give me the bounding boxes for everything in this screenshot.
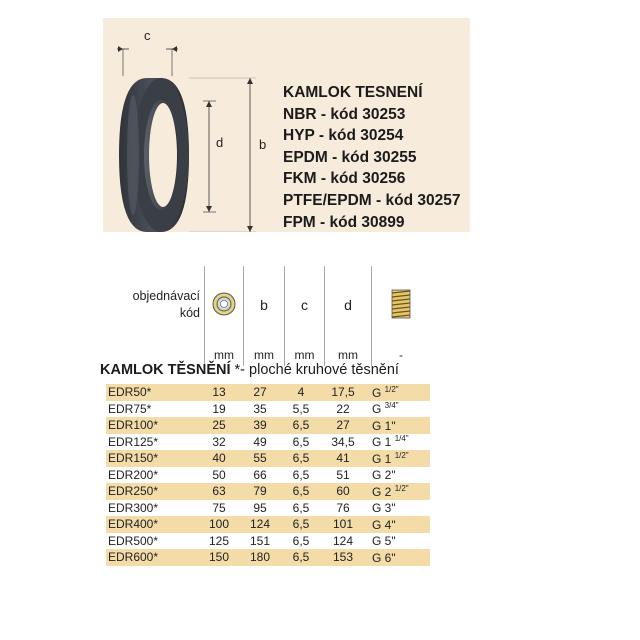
dimension-b-cell: 151	[249, 533, 271, 548]
order-code-cell: EDR75*	[108, 401, 152, 416]
unit-label: mm	[205, 344, 244, 366]
spec-table-body	[106, 384, 430, 566]
column-c-header: c	[285, 266, 325, 344]
order-code-cell: EDR125*	[108, 434, 159, 449]
title-line: NBR - kód 30253	[283, 105, 406, 123]
dimension-c-cell: 6,5	[292, 418, 310, 433]
size-cell: 25	[212, 418, 226, 433]
dimension-d-cell: 124	[332, 533, 354, 548]
title-line: EPDM - kód 30255	[283, 148, 417, 166]
thread-size: G 5"	[372, 534, 396, 549]
thread-size: G 3"	[372, 501, 396, 516]
column-b-header: b	[244, 266, 285, 344]
thread-cell	[366, 549, 430, 566]
size-cell: 75	[212, 500, 226, 515]
section-title-rest: *- ploché kruhové těsnění	[230, 362, 399, 378]
thread-size: G	[372, 402, 385, 417]
title-line: FKM - kód 30256	[283, 170, 406, 188]
thread-cell	[366, 417, 430, 434]
dimension-b-cell: 39	[253, 418, 267, 433]
section-title-bold: KAMLOK TĚSNĚNÍ	[100, 362, 231, 378]
thread-fraction: 1/2"	[384, 384, 399, 394]
order-code-cell: EDR250*	[108, 484, 159, 499]
dimension-d-cell: 60	[336, 484, 350, 499]
dimension-d-cell: 22	[336, 401, 350, 416]
table-row	[106, 500, 430, 517]
dimension-b-cell: 95	[253, 500, 267, 515]
table-row	[106, 450, 430, 467]
thread-cell	[366, 401, 430, 418]
dimension-c-cell: 6,5	[292, 434, 310, 449]
thread-cell	[366, 450, 430, 467]
table-row	[106, 467, 430, 484]
size-cell: 63	[212, 484, 226, 499]
size-cell: 125	[208, 533, 230, 548]
title-line: FPM - kód 30899	[283, 213, 405, 231]
unit-label: mm	[244, 344, 285, 366]
dimension-c-cell: 6,5	[292, 484, 310, 499]
table-row	[106, 483, 430, 500]
dimension-label-c: c	[144, 28, 151, 43]
dimension-d-cell: 34,5	[331, 434, 355, 449]
table-row	[106, 384, 430, 401]
dimension-b-cell: 66	[253, 467, 267, 482]
dimension-b-cell: 55	[253, 451, 267, 466]
order-code-header	[102, 266, 205, 344]
size-cell: 40	[212, 451, 226, 466]
table-row	[106, 549, 430, 566]
dimension-c-cell: 6,5	[292, 550, 310, 565]
dimension-c-cell: 6,5	[292, 500, 310, 515]
thread-icon	[372, 266, 431, 344]
size-cell: 19	[212, 401, 226, 416]
dimension-b-cell: 180	[249, 550, 271, 565]
thread-size: G	[372, 385, 385, 400]
dimension-c-cell: 6,5	[292, 451, 310, 466]
thread-fraction: 3/4"	[384, 401, 399, 411]
thread-fraction: 1/4"	[394, 434, 409, 444]
size-cell: 150	[208, 550, 230, 565]
product-title-block	[283, 82, 460, 233]
dimension-label-b: b	[259, 137, 267, 152]
thread-size: G 1"	[372, 418, 396, 433]
order-code-cell: EDR500*	[108, 533, 159, 548]
thread-cell	[366, 434, 430, 451]
dimension-d-cell: 76	[336, 500, 350, 515]
table-row	[106, 417, 430, 434]
section-title	[100, 362, 399, 378]
size-cell: 13	[212, 385, 226, 400]
thread-cell	[366, 533, 430, 550]
dimension-c-cell: 6,5	[292, 517, 310, 532]
dimension-b-cell: 79	[253, 484, 267, 499]
thread-fraction: 1/2"	[394, 483, 409, 493]
size-cell: 50	[212, 467, 226, 482]
dimension-c-cell: 5,5	[292, 401, 310, 416]
order-code-cell: EDR200*	[108, 467, 159, 482]
table-row	[106, 533, 430, 550]
thread-cell	[366, 500, 430, 517]
size-cell: 100	[208, 517, 230, 532]
dimension-b-cell: 49	[253, 434, 267, 449]
thread-fraction: 1/2"	[394, 450, 409, 460]
title-line: PTFE/EPDM - kód 30257	[283, 191, 461, 209]
dimension-b-cell: 35	[253, 401, 267, 416]
order-code-cell: EDR50*	[108, 385, 152, 400]
seal-ring-icon	[205, 266, 244, 344]
dimension-d-cell: 27	[336, 418, 350, 433]
dimension-d-cell: 41	[336, 451, 350, 466]
size-cell: 32	[212, 434, 226, 449]
dimension-d-cell: 153	[332, 550, 354, 565]
table-row	[106, 516, 430, 533]
order-code-label-line2: kód	[179, 306, 200, 320]
spec-table-header	[102, 266, 430, 366]
unit-label: mm	[285, 344, 325, 366]
dimension-d-cell: 101	[332, 517, 354, 532]
thread-cell	[366, 516, 430, 533]
thread-cell	[366, 384, 430, 401]
table-row	[106, 401, 430, 418]
dimension-c-cell: 6,5	[292, 533, 310, 548]
dimension-b-cell: 124	[249, 517, 271, 532]
dimension-c-cell: 4	[297, 385, 305, 400]
dimension-c-cell: 6,5	[292, 467, 310, 482]
order-code-label-line1: objednávací	[132, 289, 200, 303]
column-d-header: d	[325, 266, 372, 344]
order-code-cell: EDR300*	[108, 500, 159, 515]
title-line: HYP - kód 30254	[283, 127, 404, 145]
order-code-cell: EDR400*	[108, 517, 159, 532]
thread-cell	[366, 483, 430, 500]
thread-size: G 2"	[372, 468, 396, 483]
title-line: KAMLOK TESNENÍ	[283, 84, 423, 101]
thread-size: G 1	[372, 451, 395, 466]
thread-cell	[366, 467, 430, 484]
thread-size: G 4"	[372, 517, 396, 532]
thread-size: G 1	[372, 435, 395, 450]
table-row	[106, 434, 430, 451]
dimension-d-cell: 17,5	[331, 385, 355, 400]
thread-size: G 6"	[372, 550, 396, 565]
unit-label: mm	[325, 344, 372, 366]
unit-label: -	[372, 344, 431, 366]
thread-size: G 2	[372, 484, 395, 499]
dimension-d-cell: 51	[336, 467, 350, 482]
order-code-cell: EDR150*	[108, 451, 159, 466]
dimension-label-d: d	[216, 135, 224, 150]
order-code-cell: EDR100*	[108, 418, 159, 433]
dimension-b-cell: 27	[253, 385, 267, 400]
order-code-cell: EDR600*	[108, 550, 159, 565]
